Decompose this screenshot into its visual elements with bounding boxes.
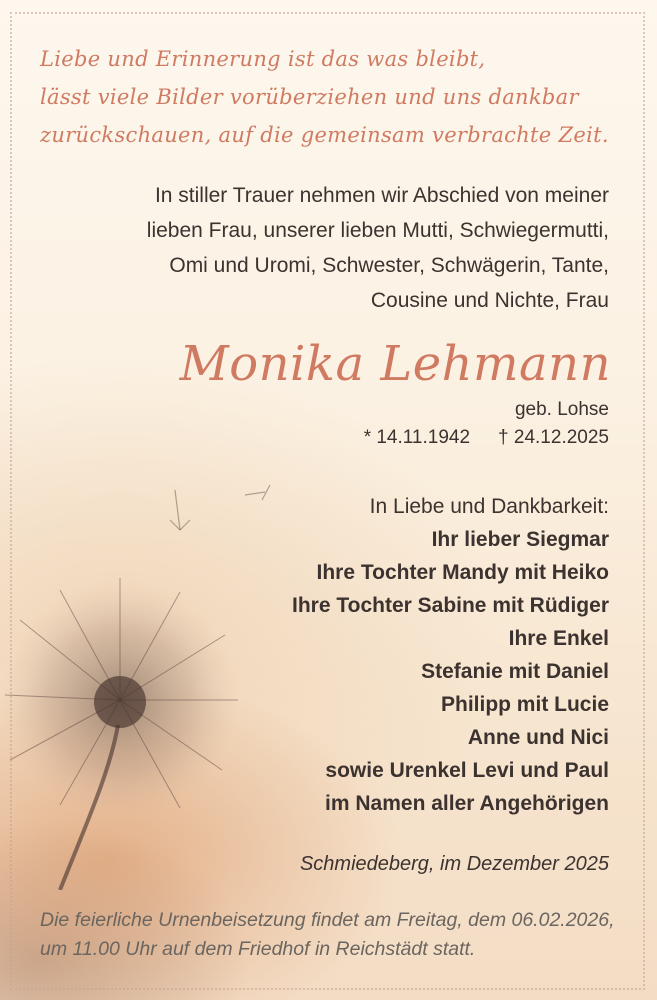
mourner-line: Philipp mit Lucie [440, 693, 609, 716]
notice-line: um 11.00 Uhr auf dem Friedhof in Reichstädt statt. [40, 938, 476, 960]
life-dates [364, 424, 609, 452]
mourner-line: sowie Urenkel Levi und Paul [325, 759, 609, 782]
intro-text [49, 178, 609, 318]
mourner-line: Stefanie mit Daniel [421, 660, 609, 683]
verse-line: Liebe und Erinnerung ist das was bleibt, [40, 47, 486, 71]
intro-line: Omi und Uromi, Schwester, Schwägerin, Tante, [169, 254, 609, 277]
mourner-line: Ihre Enkel [508, 627, 609, 650]
mourners-list [49, 490, 609, 820]
verse-line: lässt viele Bilder vorüberziehen und uns dankbar [40, 85, 579, 109]
deceased-name: Monika Lehmann [179, 336, 611, 392]
intro-line: In stiller Trauer nehmen wir Abschied von meiner [154, 184, 609, 207]
birth-name: geb. Lohse [514, 399, 609, 420]
notice-line: Die feierliche Urnenbeisetzung findet am Freitag, dem 06.02.2026, [40, 909, 615, 931]
place-date: Schmiedeberg, im Dezember 2025 [299, 853, 609, 875]
mourner-line: im Namen aller Angehörigen [325, 792, 609, 815]
mourners-lead: In Liebe und Dankbarkeit: [369, 495, 609, 518]
intro-line: Cousine und Nichte, Frau [370, 289, 609, 312]
intro-line: lieben Frau, unserer lieben Mutti, Schwiegermutti, [146, 219, 609, 242]
mourner-line: Anne und Nici [467, 726, 609, 749]
mourner-line: Ihre Tochter Sabine mit Rüdiger [292, 594, 609, 617]
mourner-line: Ihre Tochter Mandy mit Heiko [316, 561, 609, 584]
burial-notice [40, 906, 630, 964]
memorial-verse [40, 40, 630, 154]
death-date: † 24.12.2025 [498, 427, 609, 448]
verse-line: zurückschauen, auf die gemeinsam verbrachte Zeit. [40, 123, 609, 147]
mourner-line: Ihr lieber Siegmar [431, 528, 609, 551]
birth-date: * 14.11.1942 [363, 427, 471, 448]
